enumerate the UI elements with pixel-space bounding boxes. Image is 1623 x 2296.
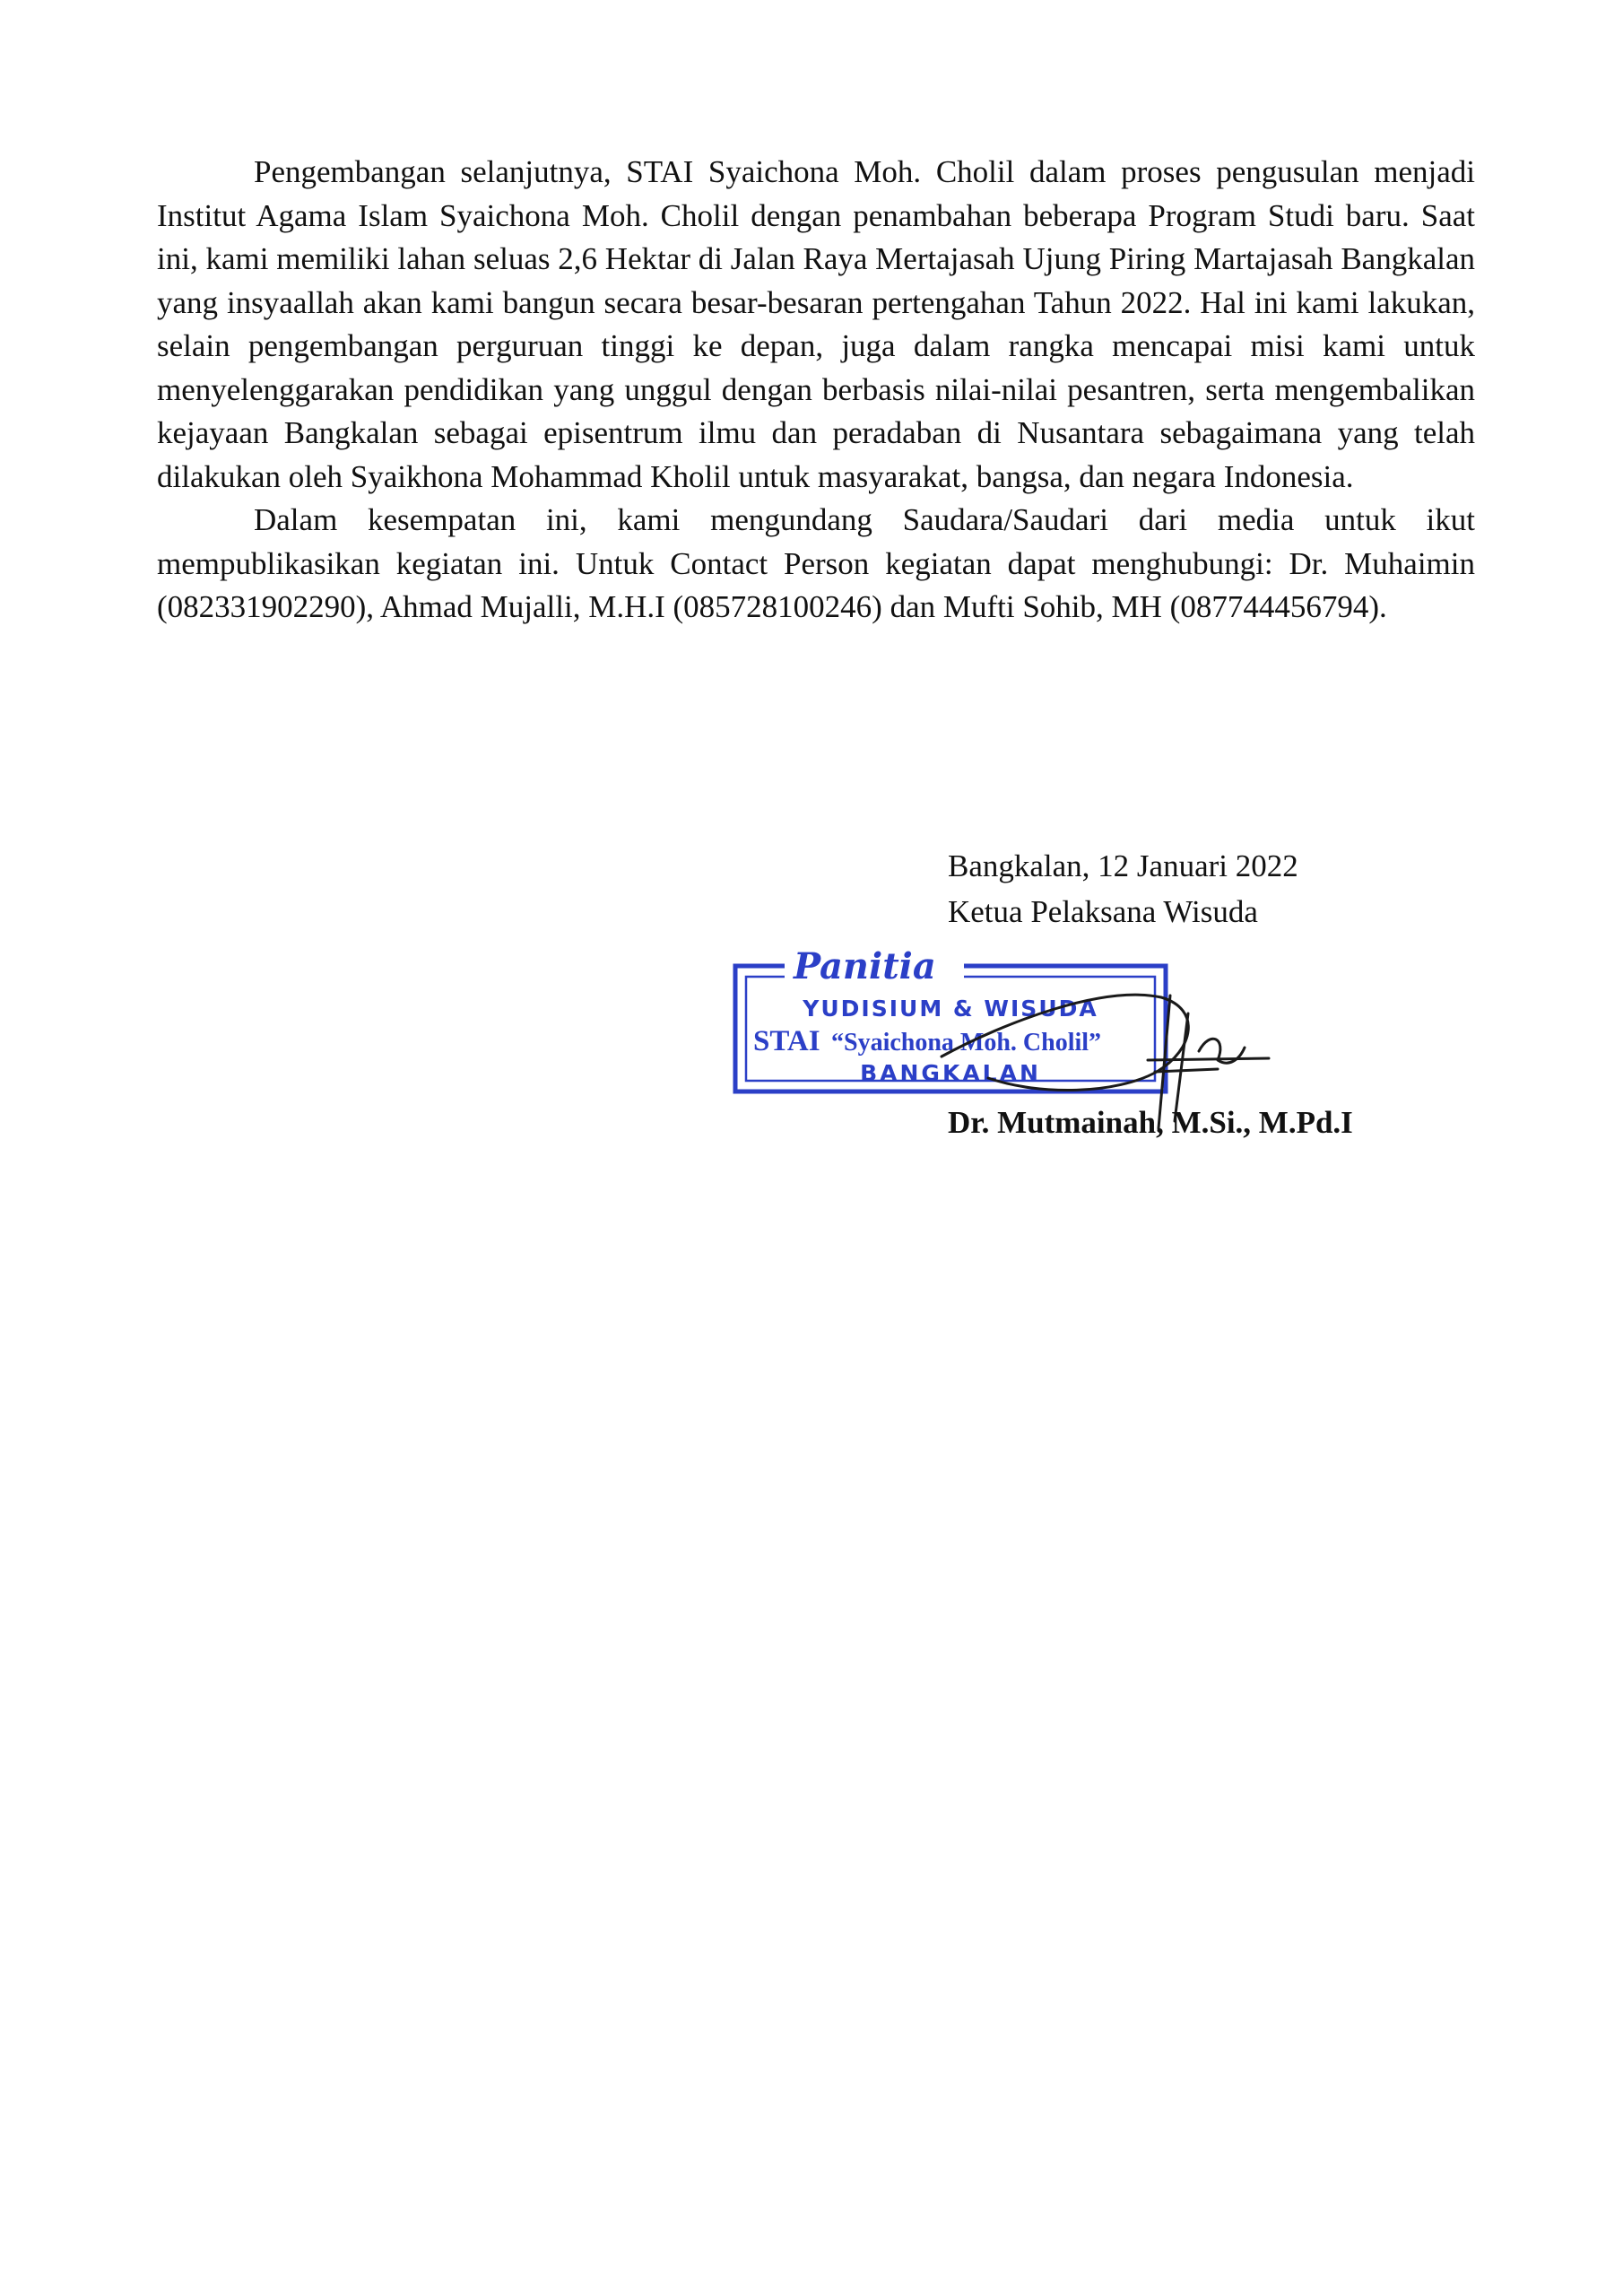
place-date: Bangkalan, 12 Januari 2022 <box>948 848 1298 883</box>
stamp-institution-name: “Syaichona Moh. Cholil” <box>831 1029 1102 1057</box>
paragraph-invitation: Dalam kesempatan ini, kami mengundang Saudara/Saudari dari media untuk ikut mempublikasikan kegiatan ini. Untuk Contact Person kegiatan dapat menghubungi: Dr. Muhaimin (082331902290), Ahmad Mujalli, M.H.I (085728100246) dan Mufti Sohib, MH (087744456794). <box>157 502 1475 624</box>
paragraph-development: Pengembangan selanjutnya, STAI Syaichona Moh. Cholil dalam proses pengusulan menjadi Institut Agama Islam Syaichona Moh. Cholil dengan penambahan beberapa Program Studi baru. Saat ini, kami memiliki lahan seluas 2,6 Hektar di Jalan Raya Mertajasah Ujung Piring Martajasah Bangkalan yang insyaallah akan kami bangun secara besar-besaran pertengahan Tahun 2022. Hal ini kami lakukan, selain pengembangan perguruan tinggi ke depan, juga dalam rangka mencapai misi kami untuk menyelenggarakan pendidikan yang unggul dengan berbasis nilai-nilai pesantren, serta mengembalikan kejayaan Bangkalan sebagai episentrum ilmu dan peradaban di Nusantara sebagaimana yang telah dilakukan oleh Syaikhona Mohammad Kholil untuk masyarakat, bangsa, dan negara Indonesia. <box>157 154 1475 494</box>
stamp-city: BANGKALAN <box>860 1060 1041 1086</box>
signature-loop <box>942 995 1188 1090</box>
stamp-title: Panitia <box>794 946 936 987</box>
stamp-event: YUDISIUM & WISUDA <box>803 996 1098 1022</box>
stamp-institution-prefix: STAI <box>753 1025 820 1057</box>
signer-position: Ketua Pelaksana Wisuda <box>948 894 1258 929</box>
signer-name: Dr. Mutmainah, M.Si., M.Pd.I <box>948 1105 1353 1140</box>
letter-body <box>157 151 1475 630</box>
signature-block <box>948 843 1575 935</box>
signature-underline <box>1148 1058 1269 1060</box>
